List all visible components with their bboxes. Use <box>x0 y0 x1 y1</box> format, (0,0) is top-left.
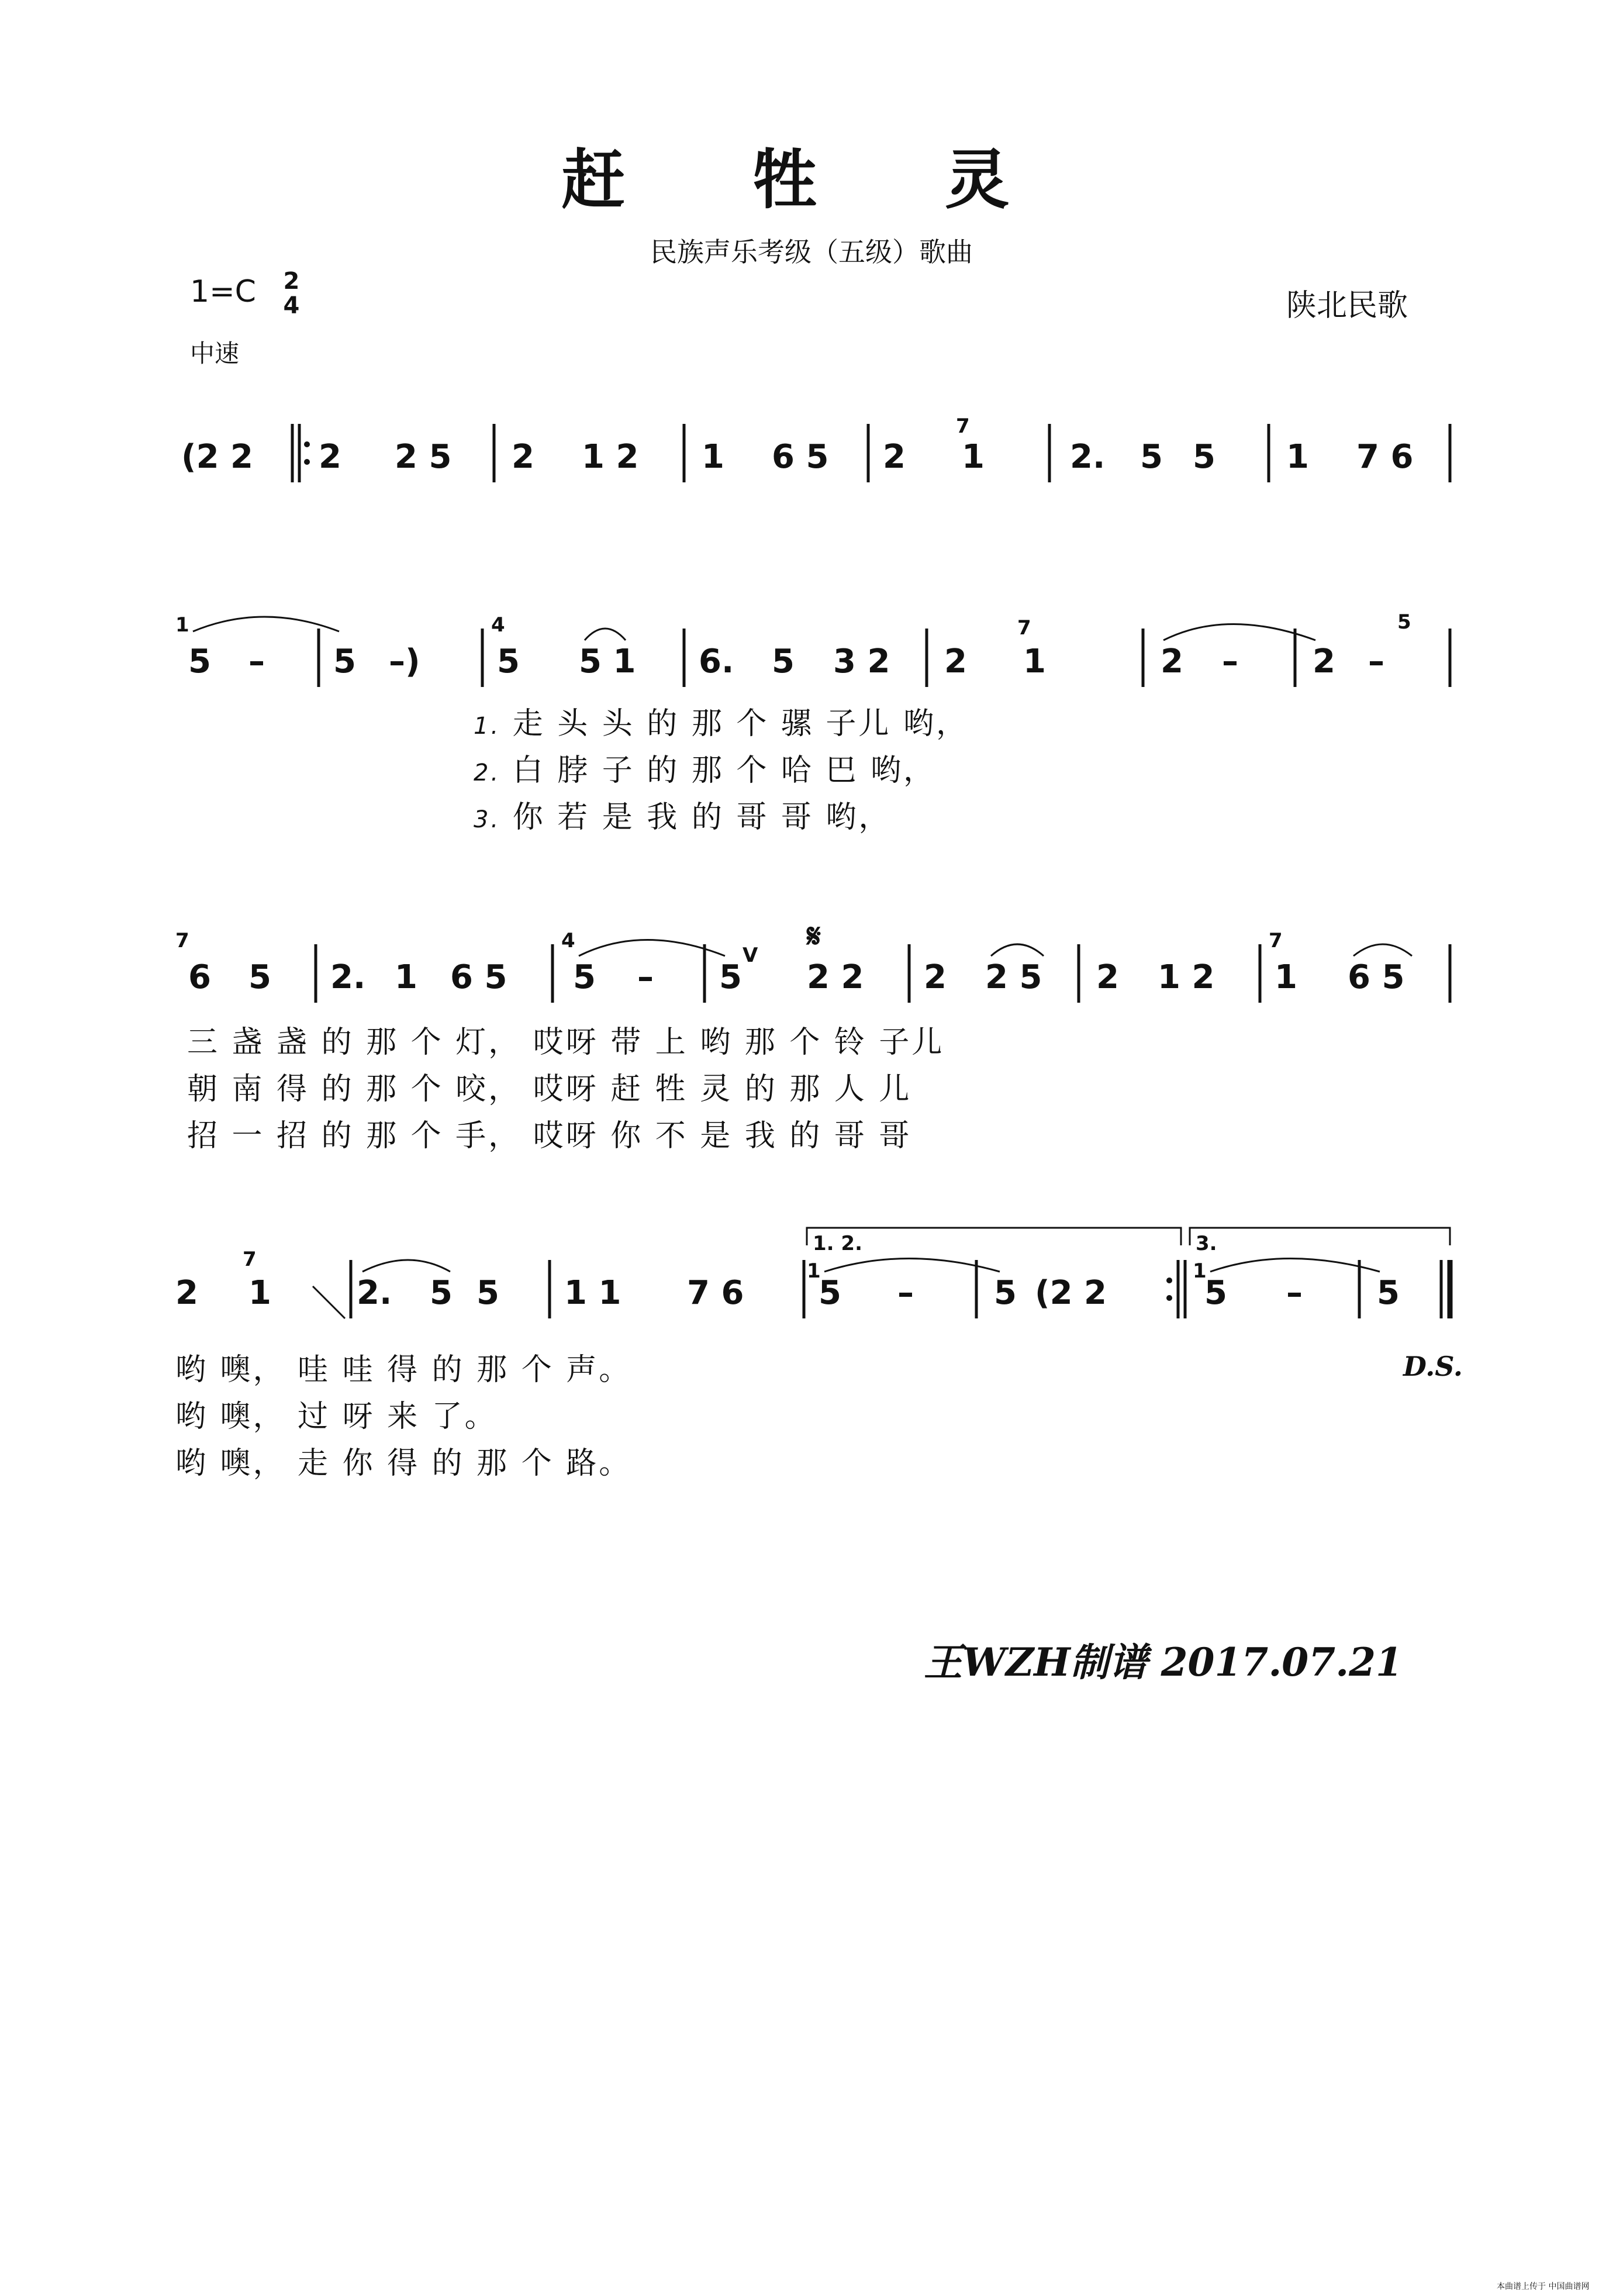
note: 5 <box>1193 438 1215 476</box>
note: 2 <box>1096 958 1119 996</box>
note-group: 1 2 <box>582 438 639 476</box>
note-group: 3 2 <box>833 643 890 681</box>
lyric-line-1: 三 盏 盏 的 那 个 灯， 哎呀 带 上 哟 那 个 铃 子儿 <box>187 1025 945 1060</box>
note: 5 <box>188 643 211 681</box>
grace-note: 1 <box>1193 1259 1207 1283</box>
slur <box>1210 1259 1380 1272</box>
note: 1 <box>702 438 724 476</box>
note-group: 6 5 <box>1348 958 1405 996</box>
note-group: 7 6 <box>1356 438 1414 476</box>
staff-row-1-svg <box>175 409 1462 538</box>
note: 2 <box>175 1274 198 1312</box>
key-text: 1=C <box>190 274 256 309</box>
grace-note: 5 <box>1397 610 1411 634</box>
note: 5 <box>994 1274 1017 1312</box>
time-top: 2 <box>283 268 300 295</box>
grace-note: 7 <box>1017 616 1031 640</box>
slur <box>991 944 1044 956</box>
note-group: (2 2 <box>181 438 254 476</box>
staff-row-4 <box>175 1222 1462 1351</box>
note: 5 <box>430 1274 453 1312</box>
note: 2 <box>883 438 906 476</box>
time-signature <box>284 269 300 318</box>
note: 5 <box>819 1274 841 1312</box>
note: 5 <box>573 958 596 996</box>
note: 2 <box>512 438 534 476</box>
note: 5 <box>1204 1274 1227 1312</box>
verse-number: 1. <box>474 713 501 740</box>
note: 5 <box>248 958 271 996</box>
grace-note: 7 <box>956 415 970 438</box>
note: 1 <box>248 1274 271 1312</box>
slur <box>1163 624 1315 641</box>
note: 1 <box>1275 958 1297 996</box>
note: 6. <box>699 643 734 681</box>
composer: 陕北民歌 <box>1286 288 1408 323</box>
lyric-line-3: 哟 噢， 走 你 得 的 那 个 路。 <box>175 1446 632 1481</box>
note: –) <box>389 643 420 681</box>
slur <box>362 1260 450 1272</box>
grace-note: 1 <box>807 1259 821 1283</box>
note-group: 7 6 <box>687 1274 744 1312</box>
lyric-text: 你 若 是 我 的 哥 哥 哟， <box>512 800 892 835</box>
note: 2. <box>330 958 366 996</box>
note: 1 <box>395 958 417 996</box>
note: – <box>248 643 265 681</box>
note-group: 6 5 <box>772 438 829 476</box>
lyric-line-2: 朝 南 得 的 那 个 咬， 哎呀 赶 牲 灵 的 那 人 儿 <box>187 1072 912 1107</box>
note: – <box>637 958 654 996</box>
note: 2 <box>944 643 967 681</box>
note-group: 2 2 <box>807 958 864 996</box>
lyric-text: 白 脖 子 的 那 个 哈 巴 哟， <box>512 753 936 788</box>
grace-note: 4 <box>491 613 505 637</box>
song-title: 赶 牲 灵 <box>561 142 1062 217</box>
volta-2: 3. <box>1196 1232 1217 1255</box>
note: 2 <box>319 438 341 476</box>
verse-number: 3. <box>474 806 501 833</box>
verse-number: 2. <box>474 759 501 786</box>
lyric-line-2: 哟 噢， 过 呀 来 了。 <box>175 1399 498 1434</box>
grace-note: 7 <box>175 929 189 952</box>
note: 5 <box>772 643 795 681</box>
song-subtitle: 民族声乐考级（五级）歌曲 <box>650 236 973 268</box>
grace-note: 1 <box>175 613 189 637</box>
volta-1: 1. 2. <box>813 1232 862 1255</box>
lyric-line-1 <box>474 699 969 743</box>
staff-row-4-svg <box>175 1222 1462 1351</box>
note-group: 2 5 <box>985 958 1042 996</box>
note: – <box>1286 1274 1303 1312</box>
grace-note: 7 <box>243 1248 257 1271</box>
tempo-marking: 中速 <box>190 339 240 368</box>
note: 6 <box>188 958 211 996</box>
note-group: (2 2 <box>1035 1274 1107 1312</box>
note: 1 <box>1023 643 1046 681</box>
note-group: 2 5 <box>395 438 452 476</box>
note-group: 6 5 <box>450 958 507 996</box>
note: 2 <box>924 958 947 996</box>
transcriber-signature: 王WZH制谱 2017.07.21 <box>924 1639 1403 1685</box>
lyric-line-1: 哟 噢， 哇 哇 得 的 那 个 声。 <box>175 1352 632 1387</box>
note: 2. <box>357 1274 392 1312</box>
note: – <box>1222 643 1238 681</box>
note: 5 <box>1140 438 1163 476</box>
lyric-line-2 <box>474 745 936 789</box>
note: 1 <box>962 438 985 476</box>
note: – <box>897 1274 914 1312</box>
note: 5 <box>476 1274 499 1312</box>
dal-segno-marking: D.S. <box>1403 1351 1463 1382</box>
breath-mark: V <box>743 944 758 967</box>
slur <box>1353 944 1412 956</box>
note-group: 5 1 <box>579 643 636 681</box>
key-signature <box>190 269 299 318</box>
note: 2. <box>1070 438 1106 476</box>
slur <box>824 1259 1000 1272</box>
note-group: 1 1 <box>564 1274 621 1312</box>
lyric-line-3: 招 一 招 的 那 个 手， 哎呀 你 不 是 我 的 哥 哥 <box>187 1118 912 1154</box>
segno-icon: 𝄋 <box>807 917 821 955</box>
grace-note: 7 <box>1269 929 1283 952</box>
note-group: 1 2 <box>1158 958 1215 996</box>
note: 2 <box>1313 643 1335 681</box>
note: 5 <box>719 958 742 996</box>
lyric-text: 走 头 头 的 那 个 骡 子儿 哟， <box>512 706 969 741</box>
note: 5 <box>497 643 520 681</box>
note: 2 <box>1161 643 1183 681</box>
footer-note: 本曲谱上传于 中国曲谱网 <box>1497 2282 1590 2291</box>
staff-row-1 <box>175 409 1462 538</box>
lyric-line-3 <box>474 792 891 836</box>
grace-note: 4 <box>561 929 575 952</box>
note: – <box>1368 643 1384 681</box>
note: 1 <box>1286 438 1309 476</box>
note: 5 <box>1377 1274 1400 1312</box>
note: 5 <box>333 643 356 681</box>
time-bottom: 4 <box>283 292 300 319</box>
slur <box>585 629 626 640</box>
